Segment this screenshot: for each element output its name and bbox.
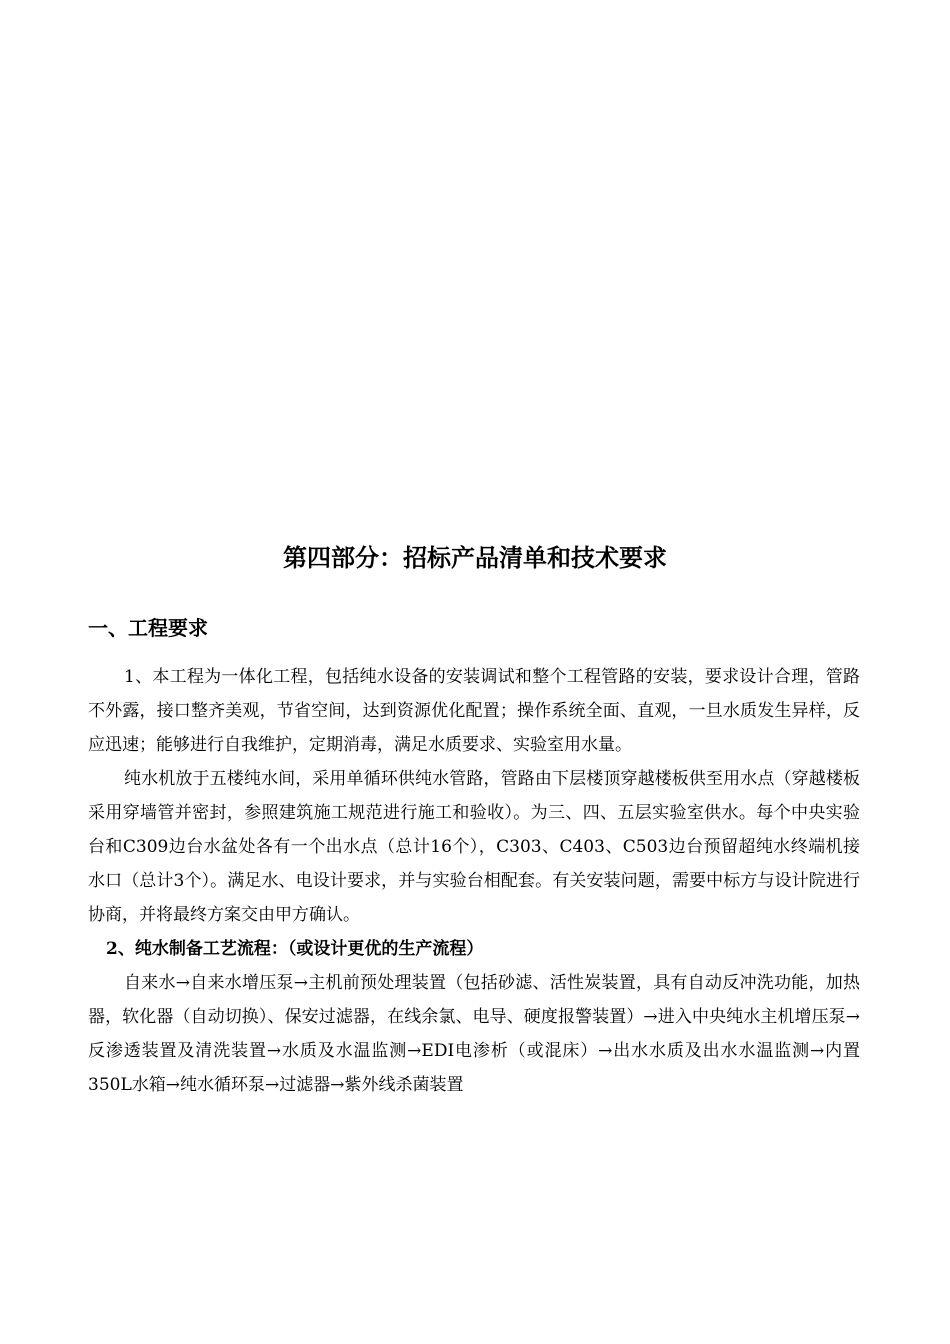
subheading-process-flow: 2、纯水制备工艺流程：（或设计更优的生产流程） [106, 939, 484, 959]
part-title: 第四部分：招标产品清单和技术要求 [283, 543, 667, 572]
paragraph-process-flow: 自来水→自来水增压泵→主机前预处理装置（包括砂滤、活性炭装置，具有自动反冲洗功能，加热器，软化器（自动切换）、保安过滤器，在线余氯、电导、硬度报警装置）→进入中央纯水主机增压泵→反渗透装置及清洗装置→水质及水温监测→EDI电渗析（或混床）→出水水质及出水水温监测→内置350L水箱→纯水循环泵→过滤器→紫外线杀菌装置 [88, 973, 860, 1095]
paragraph-engineering-scope: 1、本工程为一体化工程，包括纯水设备的安装调试和整个工程管路的安装，要求设计合理，管路不外露，接口整齐美观，节省空间，达到资源优化配置；操作系统全面、直观，一旦水质发生异样，反应迅速；能够进行自我维护，定期消毒，满足水质要求、实验室用水量。 [88, 667, 860, 755]
paragraph-pipeline-layout: 纯水机放于五楼纯水间，采用单循环供纯水管路，管路由下层楼顶穿越楼板供至用水点（穿越楼板采用穿墙管并密封，参照建筑施工规范进行施工和验收）。为三、四、五层实验室供水。每个中央实验台和C309边台水盆处各有一个出水点（总计16个），C303、C403、C503边台预留超纯水终端机接水口（总计3个）。满足水、电设计要求，并与实验台相配套。有关安装问题，需要中标方与设计院进行协商，并将最终方案交由甲方确认。 [88, 769, 860, 925]
section-heading: 一、工程要求 [88, 616, 208, 640]
document-body [88, 660, 860, 1102]
